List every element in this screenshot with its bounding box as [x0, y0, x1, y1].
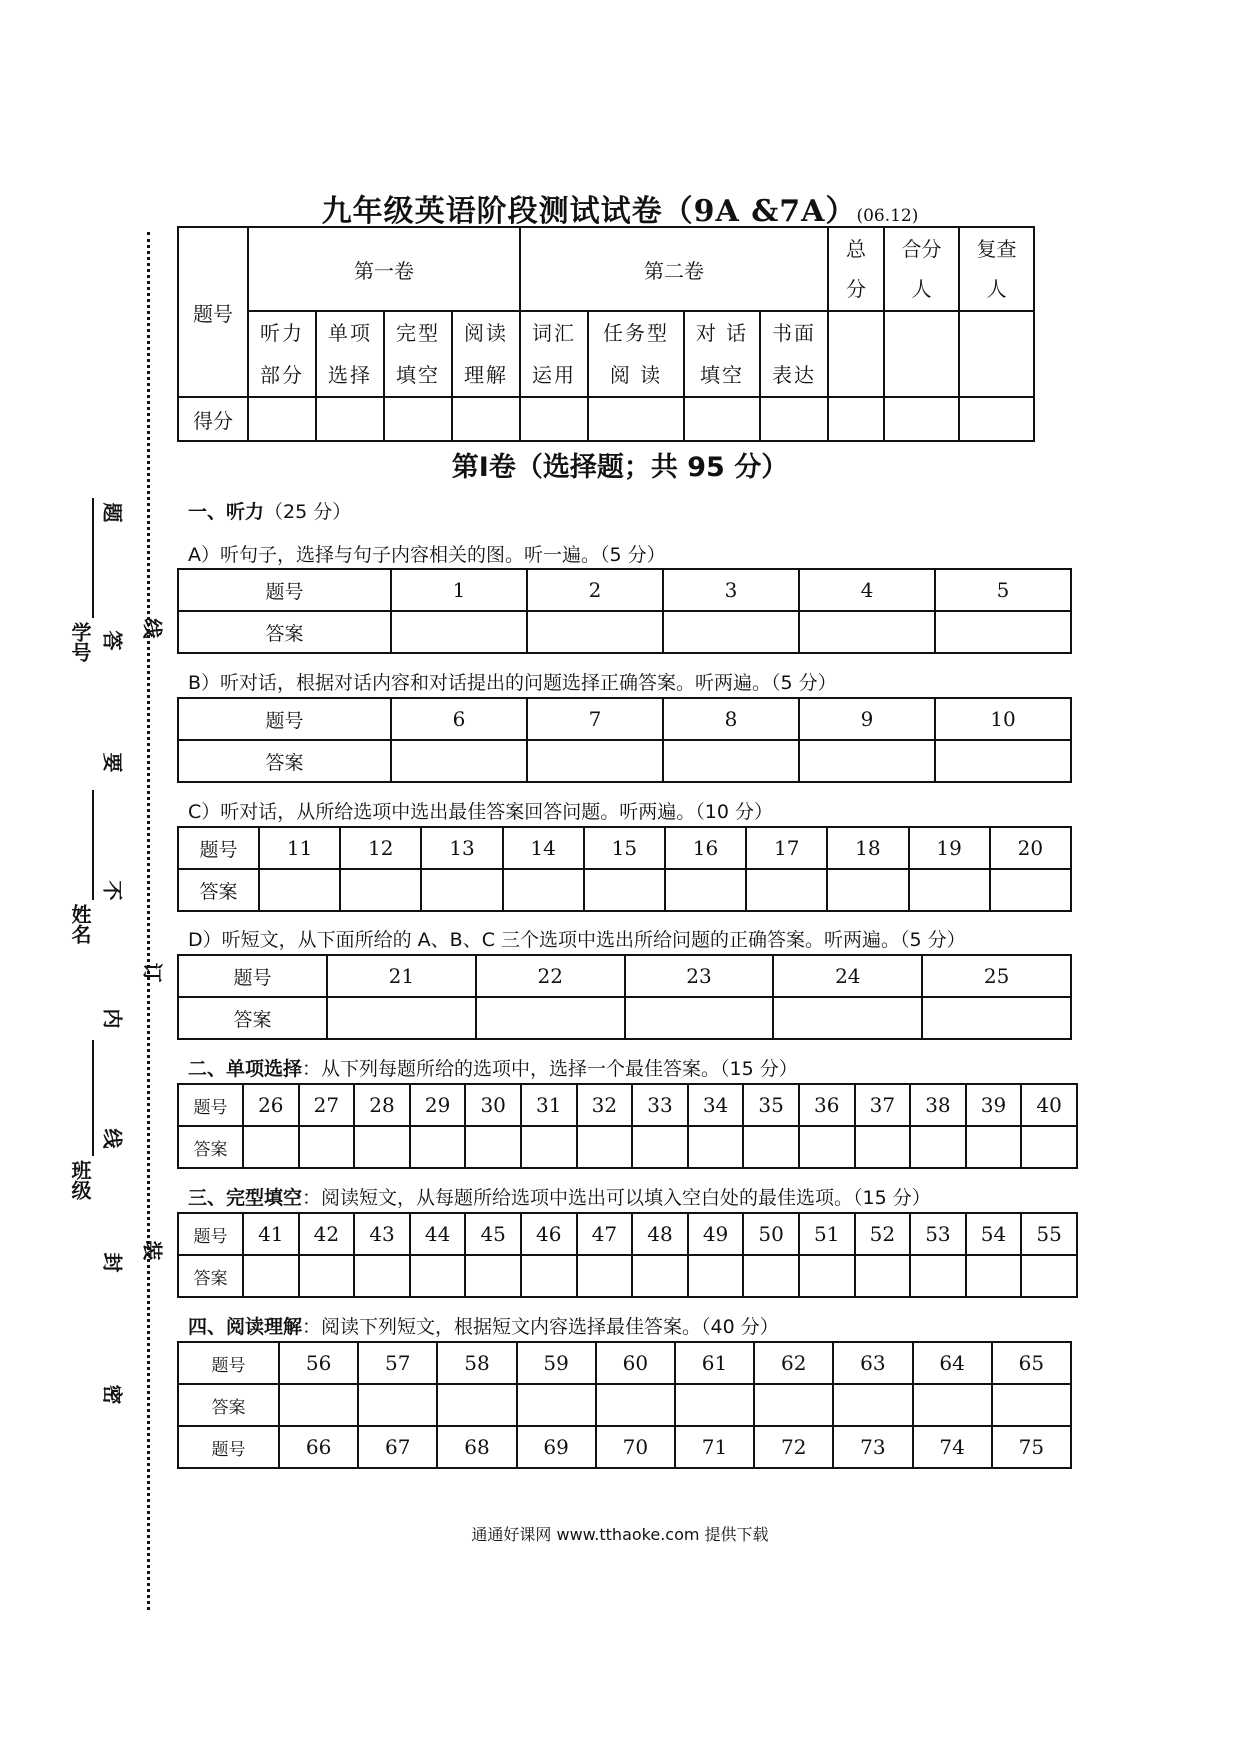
answer-cell[interactable] — [259, 869, 340, 911]
question-number: 26 — [243, 1084, 299, 1126]
answer-cell[interactable] — [1021, 1255, 1077, 1297]
score-row-label: 得分 — [178, 397, 248, 441]
answer-cell[interactable] — [632, 1126, 688, 1168]
answer-cell[interactable] — [421, 869, 502, 911]
answer-cell[interactable] — [799, 1255, 855, 1297]
answer-cell[interactable] — [799, 1126, 855, 1168]
question-number: 44 — [410, 1213, 466, 1255]
score-col-label: 题号 — [178, 227, 248, 397]
answer-cell[interactable] — [909, 869, 990, 911]
question-number: 28 — [354, 1084, 410, 1126]
exam-title — [0, 186, 1240, 230]
question-label: 题号 — [178, 955, 327, 997]
question-number: 16 — [665, 827, 746, 869]
question-number: 15 — [584, 827, 665, 869]
seal-char: 订 — [140, 962, 165, 983]
class-blank — [92, 1040, 94, 1156]
answer-cell[interactable] — [410, 1126, 466, 1168]
question-number: 41 — [243, 1213, 299, 1255]
answer-cell[interactable] — [833, 1384, 912, 1426]
answer-cell[interactable] — [743, 1126, 799, 1168]
question-number: 36 — [799, 1084, 855, 1126]
score-cell[interactable] — [520, 397, 588, 441]
answer-cell[interactable] — [358, 1384, 437, 1426]
listening-b-instruction: B）听对话，根据对话内容和对话提出的问题选择正确答案。听两遍。（5 分） — [188, 672, 837, 694]
question-number: 4 — [799, 569, 935, 611]
answer-cell[interactable] — [855, 1126, 911, 1168]
listening-a-table — [177, 568, 1072, 654]
question-number: 12 — [340, 827, 421, 869]
answer-cell[interactable] — [935, 740, 1071, 782]
question-label: 题号 — [178, 569, 391, 611]
answer-cell[interactable] — [521, 1255, 577, 1297]
score-table — [177, 226, 1035, 442]
question-number: 30 — [465, 1084, 521, 1126]
question-number: 27 — [299, 1084, 355, 1126]
question-number: 19 — [909, 827, 990, 869]
question-number: 1 — [391, 569, 527, 611]
question-number: 65 — [992, 1342, 1071, 1384]
answer-cell[interactable] — [675, 1384, 754, 1426]
question-number: 56 — [279, 1342, 358, 1384]
single-choice-table — [177, 1083, 1078, 1169]
question-label: 题号 — [178, 1426, 279, 1468]
answer-label: 答案 — [178, 1126, 243, 1168]
question-number: 46 — [521, 1213, 577, 1255]
answer-cell[interactable] — [596, 1384, 675, 1426]
question-number: 9 — [799, 698, 935, 740]
part1-header: 第一卷 — [248, 227, 520, 311]
answer-cell[interactable] — [354, 1126, 410, 1168]
checker2-cell[interactable] — [959, 311, 1034, 397]
score-cell[interactable] — [452, 397, 520, 441]
question-number: 49 — [688, 1213, 744, 1255]
seal-char: 线 — [140, 618, 165, 639]
answer-cell[interactable] — [410, 1255, 466, 1297]
answer-cell[interactable] — [743, 1255, 799, 1297]
part1-heading: 第Ⅰ卷（选择题；共 95 分） — [451, 452, 789, 483]
question-number: 20 — [990, 827, 1071, 869]
answer-cell[interactable] — [527, 611, 663, 653]
question-number: 33 — [632, 1084, 688, 1126]
subject-task-reading: 任务型 阅 读 — [588, 311, 684, 397]
answer-cell[interactable] — [665, 869, 746, 911]
question-number: 55 — [1021, 1213, 1077, 1255]
subject-cloze: 完型 填空 — [384, 311, 452, 397]
seal-char: 装 — [140, 1240, 165, 1261]
answer-cell[interactable] — [990, 869, 1071, 911]
answer-cell[interactable] — [663, 740, 799, 782]
score-cell[interactable] — [248, 397, 316, 441]
question-number: 21 — [327, 955, 476, 997]
answer-cell[interactable] — [625, 997, 774, 1039]
answer-cell[interactable] — [527, 740, 663, 782]
question-number: 35 — [743, 1084, 799, 1126]
answer-cell[interactable] — [465, 1126, 521, 1168]
question-number: 42 — [299, 1213, 355, 1255]
question-number: 17 — [746, 827, 827, 869]
seal-char: 答 — [100, 630, 125, 651]
answer-cell[interactable] — [243, 1126, 299, 1168]
reading-table — [177, 1341, 1072, 1469]
score-cell[interactable] — [588, 397, 684, 441]
answer-cell[interactable] — [799, 611, 935, 653]
answer-label: 答案 — [178, 997, 327, 1039]
name-blank — [92, 790, 94, 900]
question-number: 37 — [855, 1084, 911, 1126]
question-number: 75 — [992, 1426, 1071, 1468]
answer-label: 答案 — [178, 611, 391, 653]
answer-cell[interactable] — [966, 1126, 1022, 1168]
answer-label: 答案 — [178, 740, 391, 782]
score-cell[interactable] — [316, 397, 384, 441]
answer-cell[interactable] — [966, 1255, 1022, 1297]
seal-char: 线 — [100, 1128, 125, 1149]
question-number: 13 — [421, 827, 502, 869]
answer-cell[interactable] — [340, 869, 421, 911]
listening-c-instruction: C）听对话，从所给选项中选出最佳答案回答问题。听两遍。（10 分） — [188, 801, 773, 823]
score-cell[interactable] — [959, 397, 1034, 441]
question-label: 题号 — [178, 1084, 243, 1126]
question-number: 25 — [922, 955, 1071, 997]
answer-cell[interactable] — [465, 1255, 521, 1297]
seal-char: 要 — [100, 752, 125, 773]
seal-char: 不 — [100, 880, 125, 901]
question-number: 18 — [827, 827, 908, 869]
question-number: 62 — [754, 1342, 833, 1384]
question-number: 5 — [935, 569, 1071, 611]
question-number: 71 — [675, 1426, 754, 1468]
score-cell[interactable] — [384, 397, 452, 441]
answer-cell[interactable] — [299, 1126, 355, 1168]
question-number: 54 — [966, 1213, 1022, 1255]
answer-cell[interactable] — [299, 1255, 355, 1297]
reading-instruction: 四、阅读理解：阅读下列短文，根据短文内容选择最佳答案。（40 分） — [188, 1316, 779, 1338]
question-number: 32 — [577, 1084, 633, 1126]
answer-cell[interactable] — [354, 1255, 410, 1297]
subject-dialogue: 对 话 填空 — [684, 311, 760, 397]
answer-cell[interactable] — [521, 1126, 577, 1168]
answer-cell[interactable] — [935, 611, 1071, 653]
student-id-label: 学号 — [68, 622, 92, 662]
question-number: 24 — [773, 955, 922, 997]
name-label: 姓名 — [68, 904, 92, 944]
question-number: 3 — [663, 569, 799, 611]
question-number: 14 — [503, 827, 584, 869]
seal-char: 封 — [100, 1252, 125, 1273]
question-number: 40 — [1021, 1084, 1077, 1126]
seal-char: 题 — [100, 502, 125, 523]
answer-cell[interactable] — [855, 1255, 911, 1297]
total-score-cell[interactable] — [828, 311, 884, 397]
checker2-header: 复查人 — [959, 227, 1034, 311]
question-number: 64 — [913, 1342, 992, 1384]
question-number: 38 — [910, 1084, 966, 1126]
question-number: 72 — [754, 1426, 833, 1468]
score-cell[interactable] — [828, 397, 884, 441]
question-number: 39 — [966, 1084, 1022, 1126]
question-number: 52 — [855, 1213, 911, 1255]
listening-c-table — [177, 826, 1072, 912]
question-number: 60 — [596, 1342, 675, 1384]
answer-cell[interactable] — [437, 1384, 516, 1426]
class-label: 班级 — [68, 1160, 92, 1200]
seal-char: 密 — [100, 1384, 125, 1405]
answer-cell[interactable] — [577, 1255, 633, 1297]
question-number: 43 — [354, 1213, 410, 1255]
question-number: 45 — [465, 1213, 521, 1255]
question-number: 11 — [259, 827, 340, 869]
single-choice-instruction: 二、单项选择：从下列每题所给的选项中，选择一个最佳答案。（15 分） — [188, 1058, 798, 1080]
question-number: 58 — [437, 1342, 516, 1384]
exam-title-main: 九年级英语阶段测试试卷（9A &7A） — [321, 194, 857, 229]
question-number: 69 — [517, 1426, 596, 1468]
answer-cell[interactable] — [391, 740, 527, 782]
question-number: 29 — [410, 1084, 466, 1126]
answer-cell[interactable] — [922, 997, 1071, 1039]
listening-d-instruction: D）听短文，从下面所给的 A、B、C 三个选项中选出所给问题的正确答案。听两遍。（5 分） — [188, 929, 966, 951]
question-number: 48 — [632, 1213, 688, 1255]
answer-cell[interactable] — [746, 869, 827, 911]
binding-dotted-line — [147, 232, 150, 1610]
question-label: 题号 — [178, 698, 391, 740]
question-label: 题号 — [178, 827, 259, 869]
answer-label: 答案 — [178, 1384, 279, 1426]
listening-a-instruction: A）听句子，选择与句子内容相关的图。听一遍。（5 分） — [188, 544, 666, 566]
listening-b-table — [177, 697, 1072, 783]
answer-cell[interactable] — [910, 1255, 966, 1297]
answer-label: 答案 — [178, 869, 259, 911]
listening-d-table — [177, 954, 1072, 1040]
question-number: 70 — [596, 1426, 675, 1468]
question-number: 50 — [743, 1213, 799, 1255]
question-number: 66 — [279, 1426, 358, 1468]
question-number: 34 — [688, 1084, 744, 1126]
answer-cell[interactable] — [577, 1126, 633, 1168]
cloze-instruction: 三、完型填空：阅读短文，从每题所给选项中选出可以填入空白处的最佳选项。（15 分） — [188, 1187, 931, 1209]
checker1-cell[interactable] — [884, 311, 959, 397]
exam-date: (06.12) — [856, 206, 919, 226]
question-label: 题号 — [178, 1213, 243, 1255]
subject-listening: 听力 部分 — [248, 311, 316, 397]
question-label: 题号 — [178, 1342, 279, 1384]
listening-heading: 一、听力（25 分） — [188, 501, 352, 523]
answer-cell[interactable] — [243, 1255, 299, 1297]
question-number: 7 — [527, 698, 663, 740]
score-cell[interactable] — [684, 397, 760, 441]
answer-cell[interactable] — [584, 869, 665, 911]
answer-cell[interactable] — [688, 1126, 744, 1168]
subject-reading: 阅读 理解 — [452, 311, 520, 397]
question-number: 53 — [910, 1213, 966, 1255]
question-number: 61 — [675, 1342, 754, 1384]
student-id-blank — [92, 498, 94, 618]
answer-cell[interactable] — [827, 869, 908, 911]
part2-header: 第二卷 — [520, 227, 828, 311]
subject-vocabulary: 词汇 运用 — [520, 311, 588, 397]
subject-writing: 书面 表达 — [760, 311, 828, 397]
score-cell[interactable] — [884, 397, 959, 441]
answer-cell[interactable] — [913, 1384, 992, 1426]
question-number: 2 — [527, 569, 663, 611]
score-cell[interactable] — [760, 397, 828, 441]
answer-cell[interactable] — [910, 1126, 966, 1168]
seal-char: 内 — [100, 1008, 125, 1029]
answer-cell[interactable] — [663, 611, 799, 653]
question-number: 59 — [517, 1342, 596, 1384]
footer-credit: 通通好课网 www.tthaoke.com 提供下载 — [471, 1525, 769, 1544]
answer-cell[interactable] — [754, 1384, 833, 1426]
question-number: 47 — [577, 1213, 633, 1255]
question-number: 57 — [358, 1342, 437, 1384]
question-number: 68 — [437, 1426, 516, 1468]
question-number: 63 — [833, 1342, 912, 1384]
question-number: 10 — [935, 698, 1071, 740]
answer-cell[interactable] — [773, 997, 922, 1039]
question-number: 73 — [833, 1426, 912, 1468]
answer-cell[interactable] — [503, 869, 584, 911]
question-number: 23 — [625, 955, 774, 997]
answer-cell[interactable] — [391, 611, 527, 653]
answer-cell[interactable] — [517, 1384, 596, 1426]
answer-cell[interactable] — [279, 1384, 358, 1426]
question-number: 31 — [521, 1084, 577, 1126]
answer-cell[interactable] — [1021, 1126, 1077, 1168]
answer-label: 答案 — [178, 1255, 243, 1297]
answer-cell[interactable] — [688, 1255, 744, 1297]
question-number: 8 — [663, 698, 799, 740]
cloze-table — [177, 1212, 1078, 1298]
answer-cell[interactable] — [476, 997, 625, 1039]
checker1-header: 合分人 — [884, 227, 959, 311]
subject-single-choice: 单项 选择 — [316, 311, 384, 397]
answer-cell[interactable] — [327, 997, 476, 1039]
question-number: 51 — [799, 1213, 855, 1255]
total-header: 总分 — [828, 227, 884, 311]
question-number: 22 — [476, 955, 625, 997]
answer-cell[interactable] — [992, 1384, 1071, 1426]
answer-cell[interactable] — [632, 1255, 688, 1297]
answer-cell[interactable] — [799, 740, 935, 782]
question-number: 67 — [358, 1426, 437, 1468]
question-number: 74 — [913, 1426, 992, 1468]
question-number: 6 — [391, 698, 527, 740]
